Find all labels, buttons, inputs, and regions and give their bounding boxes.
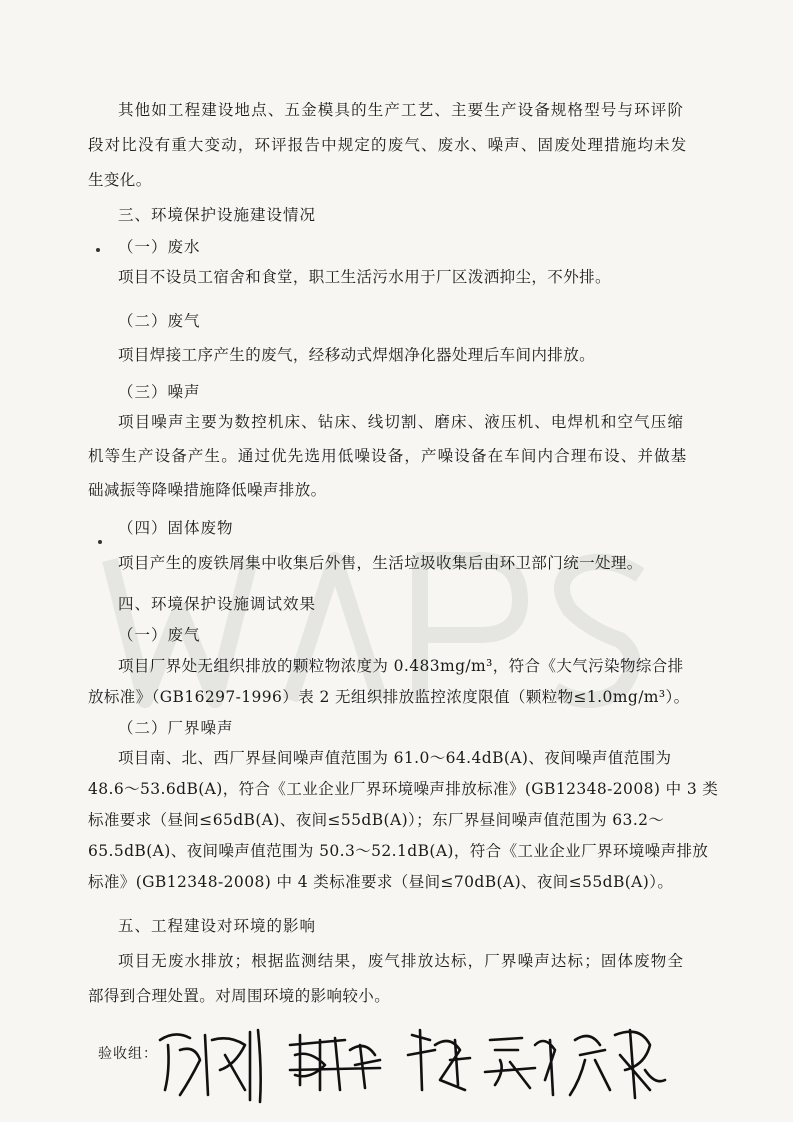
body-paragraph-line: 础减振等降噪措施降低噪声排放。 [88, 481, 327, 499]
subsection-heading: （一）废水 [118, 238, 201, 256]
body-paragraph-line: 其他如工程建设地点、五金模具的生产工艺、主要生产设备规格型号与环评阶 [118, 101, 685, 119]
body-paragraph-line: 段对比没有重大变动，环评报告中规定的废气、废水、噪声、固废处理措施均未发 [88, 136, 688, 154]
body-paragraph-line: 放标准》（GB16297-1996）表 2 无组织排放监控浓度限值（颗粒物≤1.0mg/m³）。 [88, 688, 690, 706]
body-paragraph-line: 机等生产设备产生。通过优先选用低噪设备，产噪设备在车间内合理布设、并做基 [88, 447, 688, 465]
subsection-heading: （四）固体废物 [118, 519, 234, 537]
margin-mark [96, 248, 100, 252]
body-paragraph-line: 项目厂界处无组织排放的颗粒物浓度为 0.483mg/m³，符合《大气污染物综合排 [118, 657, 684, 675]
section-heading: 四、环境保护设施调试效果 [118, 595, 317, 613]
body-paragraph-line: 项目噪声主要为数控机床、钻床、线切割、磨床、液压机、电焊机和空气压缩 [118, 413, 685, 431]
handwritten-signatures [150, 1010, 670, 1105]
body-paragraph-line: 部得到合理处置。对周围环境的影响较小。 [88, 987, 391, 1005]
body-paragraph-line: 48.6～53.6dB(A)，符合《工业企业厂界环境噪声排放标准》(GB12348-2008) 中 3 类 [88, 780, 719, 798]
body-paragraph-line: 项目无废水排放；根据监测结果，废气排放达标，厂界噪声达标；固体废物全 [118, 952, 685, 970]
signature-label: 验收组： [98, 1046, 158, 1062]
body-paragraph-line: 65.5dB(A)、夜间噪声值范围为 50.3～52.1dB(A)，符合《工业企业厂界环境噪声排放 [88, 842, 709, 860]
subsection-heading: （一）废气 [118, 626, 201, 644]
body-paragraph-line: 生变化。 [88, 171, 152, 189]
body-paragraph-line: 项目不设员工宿舍和食堂，职工生活污水用于厂区泼洒抑尘，不外排。 [118, 268, 611, 286]
subsection-heading: （二）厂界噪声 [118, 719, 234, 737]
section-heading: 五、工程建设对环境的影响 [118, 917, 317, 935]
subsection-heading: （三）噪声 [118, 383, 201, 401]
body-paragraph-line: 项目焊接工序产生的废气，经移动式焊烟净化器处理后车间内排放。 [118, 346, 596, 364]
body-paragraph-line: 标准》(GB12348-2008) 中 4 类标准要求（昼间≤70dB(A)、夜间≤55dB(A)）。 [88, 873, 674, 891]
section-heading: 三、环境保护设施建设情况 [118, 206, 317, 224]
body-paragraph-line: 项目南、北、西厂界昼间噪声值范围为 61.0～64.4dB(A)、夜间噪声值范围为 [118, 749, 672, 767]
body-paragraph-line: 项目产生的废铁屑集中收集后外售，生活垃圾收集后由环卫部门统一处理。 [118, 554, 643, 572]
subsection-heading: （二）废气 [118, 312, 201, 330]
margin-mark [98, 540, 102, 544]
body-paragraph-line: 标准要求（昼间≤65dB(A)、夜间≤55dB(A)）；东厂界昼间噪声值范围为 63.2～ [88, 811, 665, 829]
